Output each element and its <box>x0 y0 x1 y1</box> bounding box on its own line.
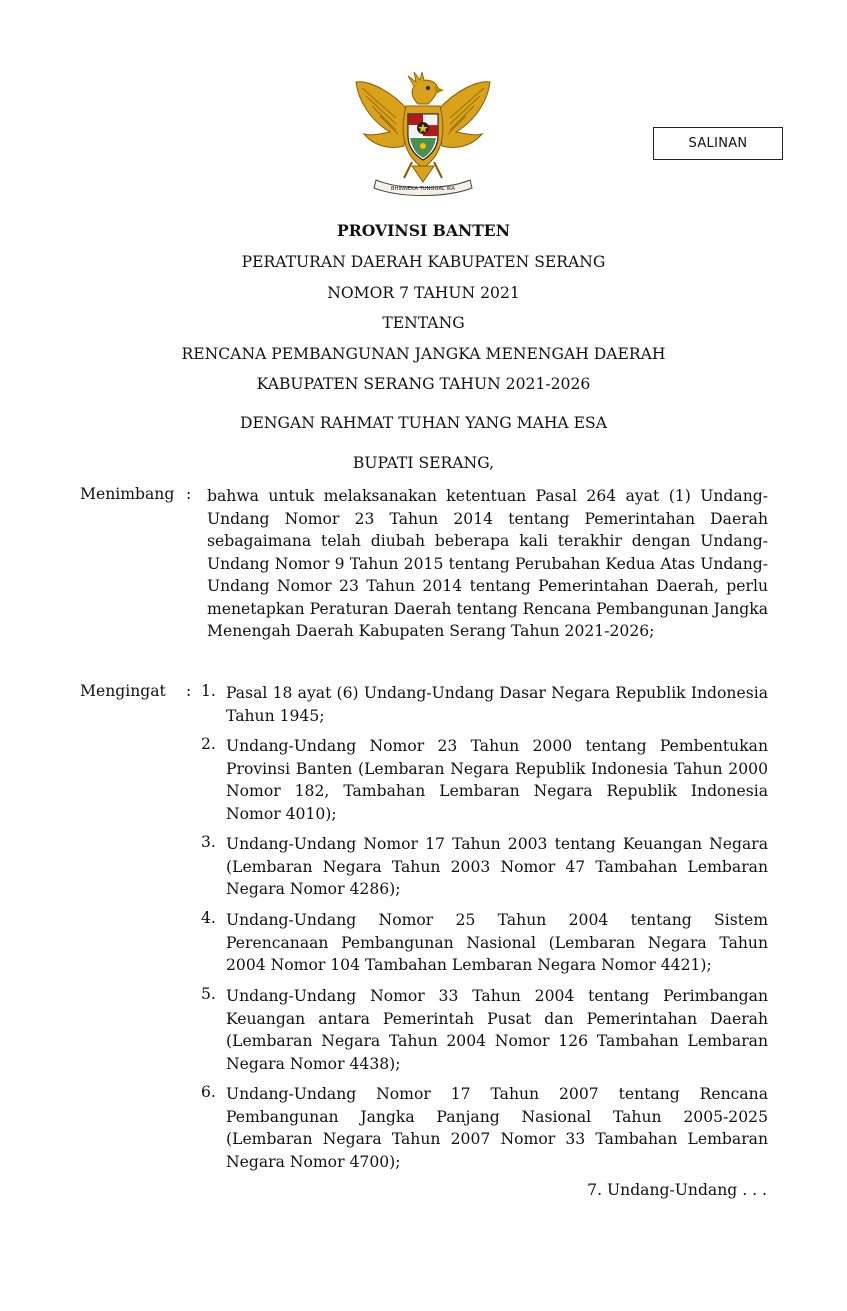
authority-line: BUPATI SERANG, <box>352 454 495 472</box>
salinan-stamp <box>653 127 783 160</box>
about-heading: TENTANG <box>382 314 465 332</box>
mengingat-item-text: Undang-Undang Nomor 23 Tahun 2000 tentang Pembentukan Provinsi Banten (Lembaran Negara Republik Indonesia Tahun 2000 Nomor 182, Tambahan Lembaran Negara Republik Indonesia Nomor 4010); <box>226 737 768 823</box>
mengingat-item-number: 2. <box>201 735 216 753</box>
menimbang-text: bahwa untuk melaksanakan ketentuan Pasal 264 ayat (1) Undang-Undang Nomor 23 Tahun 2014 tentang Pemerintahan Daerah sebagaimana telah diubah beberapa kali terakhir dengan Undang-Undang Nomor 9 Tahun 2015 tentang Perubahan Kedua Atas Undang-Undang Nomor 23 Tahun 2014 tentang Pemerintahan Daerah, perlu menetapkan Peraturan Daerah tentang Rencana Pembangunan Jangka Menengah Daerah Kabupaten Serang Tahun 2021-2026; <box>207 487 768 640</box>
regulation-number: NOMOR 7 TAHUN 2021 <box>327 284 520 302</box>
emblem-motto: BHINNEKA TUNGGAL IKA <box>391 186 455 192</box>
mengingat-item-number: 4. <box>201 909 216 927</box>
mengingat-colon: : <box>186 682 192 700</box>
mengingat-item-number: 5. <box>201 985 216 1003</box>
mengingat-item-text: Pasal 18 ayat (6) Undang-Undang Dasar Negara Republik Indonesia Tahun 1945; <box>226 684 768 725</box>
mengingat-item-text: Undang-Undang Nomor 33 Tahun 2004 tentang Perimbangan Keuangan antara Pemerintah Pusat dan Pemerintahan Daerah (Lembaran Negara Tahun 2004 Nomor 126 Tambahan Lembaran Negara Nomor 4438); <box>226 987 768 1073</box>
garuda-emblem-icon <box>350 70 496 200</box>
mengingat-item-text: Undang-Undang Nomor 25 Tahun 2004 tentang Sistem Perencanaan Pembangunan Nasional (Lembaran Negara Tahun 2004 Nomor 104 Tambahan Lembaran Negara Nomor 4421); <box>226 911 768 974</box>
menimbang-label: Menimbang <box>80 485 175 503</box>
continuation-note: 7. Undang-Undang . . . <box>587 1181 767 1199</box>
regulation-title-line2: KABUPATEN SERANG TAHUN 2021-2026 <box>256 375 591 393</box>
mengingat-item-text: Undang-Undang Nomor 17 Tahun 2007 tentang Rencana Pembangunan Jangka Panjang Nasional Tahun 2005-2025 (Lembaran Negara Tahun 2007 Nomor 33 Tambahan Lembaran Negara Nomor 4700); <box>226 1085 768 1171</box>
province-heading: PROVINSI BANTEN <box>337 221 510 240</box>
salinan-label: SALINAN <box>688 136 748 151</box>
regulation-title-line1: RENCANA PEMBANGUNAN JANGKA MENENGAH DAERAH <box>181 345 666 363</box>
mengingat-item-number: 1. <box>201 682 216 700</box>
menimbang-colon: : <box>186 485 192 503</box>
mengingat-item-number: 6. <box>201 1083 216 1101</box>
mengingat-item-number: 3. <box>201 833 216 851</box>
blessing-line: DENGAN RAHMAT TUHAN YANG MAHA ESA <box>240 414 607 432</box>
regulation-heading: PERATURAN DAERAH KABUPATEN SERANG <box>241 253 606 271</box>
mengingat-label: Mengingat <box>80 682 166 700</box>
mengingat-item-text: Undang-Undang Nomor 17 Tahun 2003 tentang Keuangan Negara (Lembaran Negara Tahun 2003 Nomor 47 Tambahan Lembaran Negara Nomor 4286); <box>226 835 768 898</box>
